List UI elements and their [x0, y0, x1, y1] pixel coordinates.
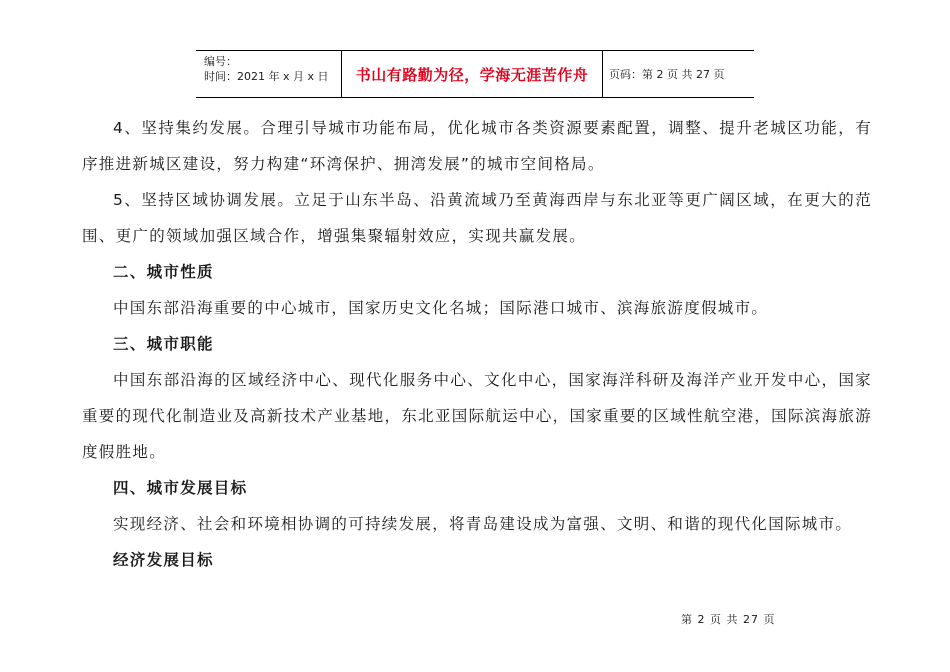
section-heading-city-functions: 三、城市职能	[113, 335, 214, 353]
paragraph-regional-coordination: 5、坚持区域协调发展。立足于山东半岛、沿黄流域乃至黄海西岸与东北亚等更广阔区域，在更大的范围、更广的领域加强区域合作，增强集聚辐射效应，实现共赢发展。	[82, 191, 872, 245]
header-meta	[196, 51, 341, 97]
subheading-economic-goals: 经济发展目标	[113, 551, 214, 569]
document-body	[82, 110, 872, 578]
paragraph-city-nature: 中国东部沿海重要的中心城市，国家历史文化名城；国际港口城市、滨海旅游度假城市。	[113, 299, 769, 317]
section-heading-development-goals: 四、城市发展目标	[113, 479, 248, 497]
paragraph-development-goals: 实现经济、社会和环境相协调的可持续发展，将青岛建设成为富强、文明、和谐的现代化国际城市。	[113, 515, 853, 533]
document-date: 时间：2021 年 x 月 x 日	[204, 70, 329, 83]
page-header	[196, 50, 754, 98]
document-number-label: 编号：	[204, 55, 237, 68]
page-footer: 第 2 页 共 27 页	[681, 613, 776, 626]
paragraph-intensive-development: 4、坚持集约发展。合理引导城市功能布局，优化城市各类资源要素配置，调整、提升老城区功能，有序推进新城区建设，努力构建“环湾保护、拥湾发展”的城市空间格局。	[82, 119, 872, 173]
header-page-number: 页码：第 2 页 共 27 页	[609, 68, 725, 81]
paragraph-city-functions: 中国东部沿海的区域经济中心、现代化服务中心、文化中心，国家海洋科研及海洋产业开发中心，国家重要的现代化制造业及高新技术产业基地，东北亚国际航运中心，国家重要的区域性航空港，国际滨海旅游度假胜地。	[82, 371, 872, 461]
section-heading-city-nature: 二、城市性质	[113, 263, 214, 281]
header-motto: 书山有路勤为径，学海无涯苦作舟	[341, 51, 603, 97]
